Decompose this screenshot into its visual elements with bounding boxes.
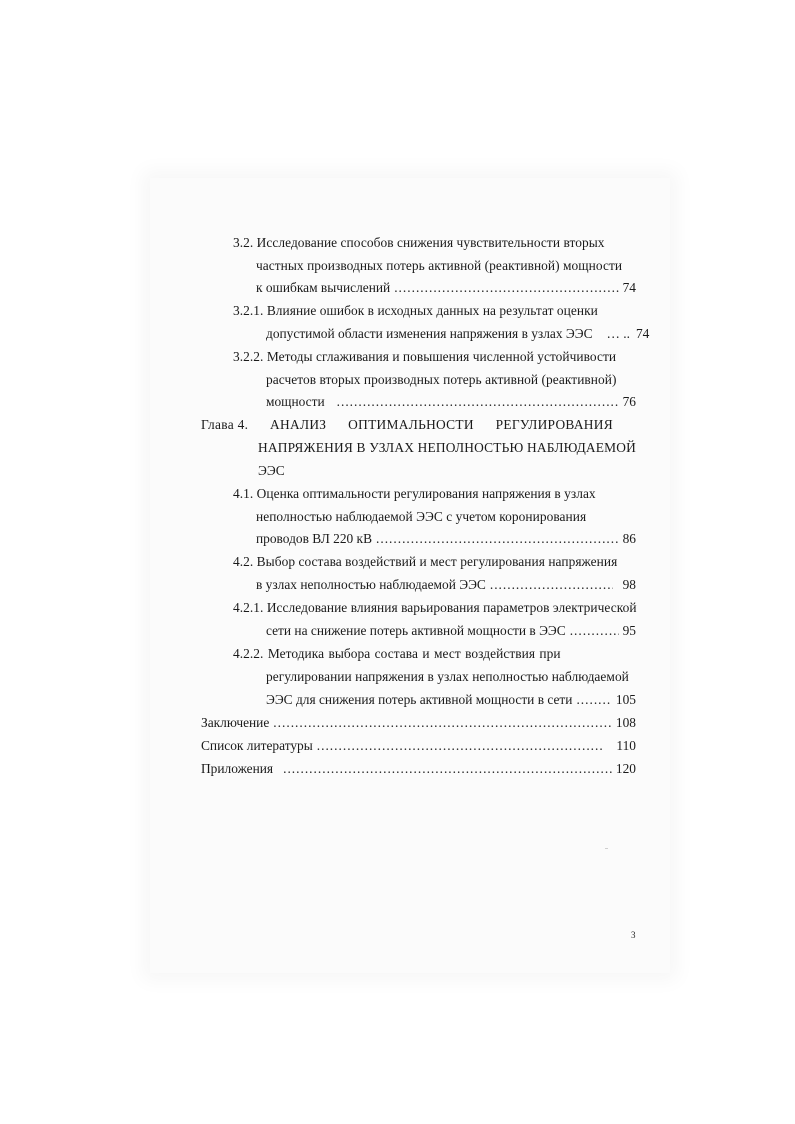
- toc-chapter-4-heading[interactable]: [201, 417, 613, 433]
- dot-leader: [273, 715, 612, 731]
- toc-4-1-line-1: 4.1. Оценка оптимальности регулирования напряжения в узлах: [233, 486, 596, 501]
- toc-entry-references[interactable]: [201, 738, 636, 754]
- dot-leader: [317, 738, 603, 754]
- toc-4-2-line-2: в узлах неполностью наблюдаемой ЭЭС: [256, 577, 486, 592]
- chapter-4-word-3: РЕГУЛИРОВАНИЯ: [495, 417, 613, 432]
- toc-entry-3-2-2[interactable]: [266, 394, 636, 410]
- toc-4-2-2-line-3: ЭЭС для снижения потерь активной мощности в сети: [266, 692, 573, 707]
- toc-4-1-line-3: проводов ВЛ 220 кВ: [256, 531, 372, 546]
- scan-speck: [605, 848, 608, 849]
- toc-4-2-page: 98: [622, 577, 636, 592]
- toc-3-2-line-1: 3.2. Исследование способов снижения чувствительности вторых: [233, 235, 605, 250]
- toc-4-2-2-page: 105: [615, 692, 636, 707]
- toc-4-2-1-line-2: сети на снижение потерь активной мощности в ЭЭС: [266, 623, 566, 638]
- toc-4-1-page: 86: [622, 531, 636, 546]
- chapter-4-word-1: АНАЛИЗ: [270, 417, 327, 432]
- toc-appendices-label: Приложения: [201, 761, 274, 776]
- toc-references-page: 110: [616, 738, 636, 753]
- toc-appendices-page: 120: [615, 761, 636, 776]
- toc-conclusion-label: Заключение: [201, 715, 270, 730]
- chapter-4-word-2: ОПТИМАЛЬНОСТИ: [348, 417, 474, 432]
- page-number: 3: [631, 930, 636, 940]
- chapter-4-line-3: ЭЭС: [258, 463, 285, 478]
- chapter-4-line-2: НАПРЯЖЕНИЯ В УЗЛАХ НЕПОЛНОСТЬЮ НАБЛЮДАЕМОЙ: [258, 440, 636, 455]
- toc-3-2-2-line-3: мощности: [266, 394, 325, 409]
- dot-leader: [394, 280, 618, 296]
- toc-4-2-2-line-1: 4.2.2. Методика выбора состава и мест воздействия при: [233, 646, 561, 661]
- toc-3-2-line-2: частных производных потерь активной (реактивной) мощности: [256, 258, 623, 273]
- toc-3-2-1-dots: … ..: [606, 326, 630, 341]
- toc-3-2-line-3: к ошибкам вычислений: [256, 280, 391, 295]
- toc-conclusion-page: 108: [615, 715, 636, 730]
- toc-3-2-1-page: 74: [635, 326, 650, 341]
- toc-3-2-2-page: 76: [622, 394, 636, 409]
- toc-3-2-page: 74: [622, 280, 636, 295]
- toc-3-2-2-line-1: 3.2.2. Методы сглаживания и повышения численной устойчивости: [233, 349, 617, 364]
- chapter-4-label: Глава 4.: [201, 417, 249, 432]
- toc-4-2-1-page: 95: [622, 623, 636, 638]
- toc-4-1-line-2: неполностью наблюдаемой ЭЭС с учетом коронирования: [256, 509, 587, 524]
- dot-leader: [376, 531, 619, 547]
- dot-leader: [576, 692, 611, 708]
- toc-entry-4-2[interactable]: [256, 577, 636, 593]
- dot-leader: [570, 623, 619, 639]
- toc-4-2-line-1: 4.2. Выбор состава воздействий и мест регулирования напряжения: [233, 554, 618, 569]
- toc-4-2-1-line-1: 4.2.1. Исследование влияния варьирования параметров электрической: [233, 600, 637, 615]
- page-sheet: [150, 178, 670, 973]
- toc-entry-appendices[interactable]: [201, 761, 636, 777]
- dot-leader: [283, 761, 612, 777]
- toc-3-2-2-line-2: расчетов вторых производных потерь активной (реактивной): [266, 372, 617, 387]
- toc-entry-4-2-1[interactable]: [266, 623, 636, 639]
- toc-entry-3-2[interactable]: [256, 280, 636, 296]
- dot-leader: [337, 394, 619, 410]
- dot-leader: [490, 577, 613, 593]
- toc-entry-conclusion[interactable]: [201, 715, 636, 731]
- toc-3-2-1-line-1: 3.2.1. Влияние ошибок в исходных данных на результат оценки: [233, 303, 598, 318]
- toc-3-2-1-line-2: допустимой области изменения напряжения в узлах ЭЭС: [266, 326, 593, 341]
- toc-entry-4-2-2[interactable]: [266, 692, 636, 708]
- toc-references-label: Список литературы: [201, 738, 313, 753]
- toc-entry-3-2-1[interactable]: [266, 326, 650, 342]
- toc-entry-4-1[interactable]: [256, 531, 636, 547]
- toc-4-2-2-line-2: регулировании напряжения в узлах неполностью наблюдаемой: [266, 669, 629, 684]
